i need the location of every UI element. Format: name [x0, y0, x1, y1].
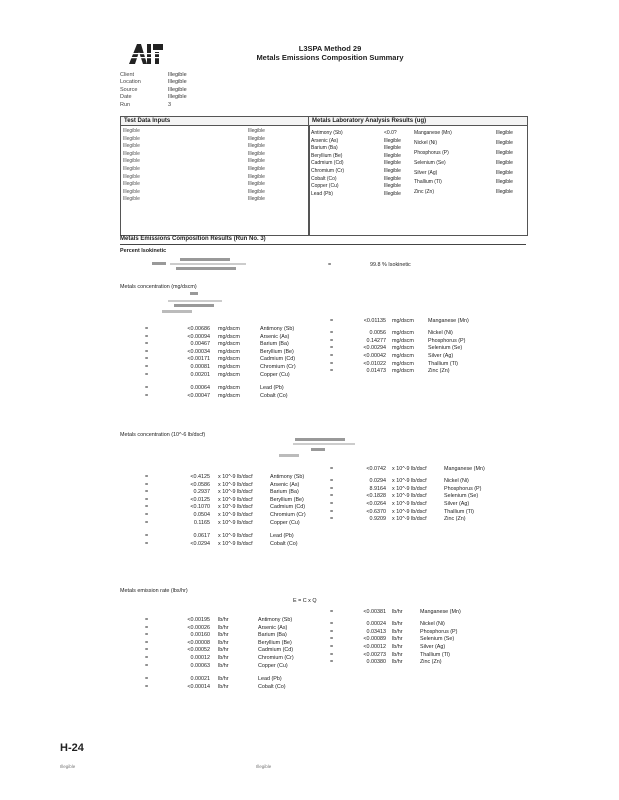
- lab-metal-value: Illegible: [384, 183, 401, 190]
- result-metal: Thallium (Tl): [420, 651, 450, 658]
- equals-sign: =: [330, 318, 334, 324]
- result-unit: x 10^-9 lb/dscf: [218, 533, 253, 540]
- lab-metal-label: Silver (Ag): [414, 169, 438, 176]
- result-value: 0.00380: [366, 659, 386, 666]
- equals-sign: =: [145, 519, 149, 526]
- result-unit: x 10^-9 lb/dscf: [392, 493, 427, 500]
- equals-sign: =: [145, 655, 149, 661]
- result-metal: Beryllium (Be): [260, 348, 294, 355]
- result-unit: lb/hr: [218, 639, 229, 646]
- result-value: <0.01022: [363, 360, 386, 367]
- test-data-value: Illegible: [248, 158, 265, 165]
- equals-sign: =: [330, 345, 334, 352]
- equals-sign: =: [145, 341, 149, 348]
- equals-sign: =: [330, 360, 334, 367]
- equals-sign: =: [145, 504, 149, 511]
- rate-formula: E = C x Q: [293, 598, 317, 604]
- result-unit: lb/hr: [218, 662, 229, 669]
- equals-sign: =: [330, 628, 334, 635]
- page-number: H-24: [60, 742, 84, 754]
- equals-sign: =: [330, 478, 334, 485]
- equals-sign: =: [145, 489, 149, 496]
- equals-sign: =: [145, 356, 149, 363]
- result-value: <0.4125: [190, 474, 210, 480]
- test-data-label: Illegible: [123, 188, 140, 195]
- equals-sign: =: [330, 659, 334, 666]
- result-metal: Phosphorus (P): [428, 337, 466, 344]
- lab-metal-value: Illegible: [496, 169, 513, 176]
- header-value: Illegible: [168, 86, 187, 93]
- lab-metal-value: Illegible: [496, 189, 513, 196]
- test-data-value: Illegible: [248, 181, 265, 188]
- result-metal: Phosphorus (P): [420, 628, 458, 635]
- results-banner: Metals Emissions Composition Results (Run No. 3): [120, 236, 266, 242]
- result-unit: mg/dscm: [392, 345, 414, 352]
- equals-sign: =: [330, 651, 334, 658]
- result-value: 0.00024: [366, 621, 386, 628]
- lab-metal-label: Barium (Ba): [311, 145, 338, 152]
- result-unit: lb/hr: [392, 621, 403, 628]
- result-value: 0.01473: [366, 368, 386, 375]
- banner-rule: [120, 244, 526, 245]
- result-metal: Cadmium (Cd): [270, 504, 306, 511]
- equals-sign: =: [145, 371, 149, 378]
- result-unit: x 10^-9 lb/dscf: [392, 466, 427, 472]
- document-title: [250, 44, 410, 62]
- result-metal: Chromium (Cr): [258, 655, 294, 661]
- test-data-label: Illegible: [123, 128, 140, 134]
- lab-metal-value: Illegible: [384, 168, 401, 174]
- section-lb-title: Metals concentration (10^-6 lb/dscf): [120, 432, 206, 438]
- result-value: 0.9209: [369, 516, 386, 523]
- header-info: [120, 72, 187, 109]
- equals-sign: =: [330, 636, 334, 643]
- result-metal: Cadmium (Cd): [258, 647, 294, 654]
- header-value: Illegible: [168, 72, 187, 78]
- result-unit: x 10^-9 lb/dscf: [392, 508, 427, 515]
- result-value: <0.01135: [363, 318, 386, 324]
- test-data-label: Illegible: [123, 173, 140, 180]
- section-rate-title: Metals emission rate (lbs/hr): [120, 588, 188, 594]
- result-value: <0.1070: [190, 504, 210, 511]
- result-unit: lb/hr: [392, 636, 403, 643]
- result-value: 0.2937: [193, 489, 210, 496]
- result-metal: Silver (Ag): [444, 500, 470, 507]
- result-metal: Beryllium (Be): [258, 639, 292, 646]
- test-data-label: Illegible: [123, 166, 140, 172]
- equals-sign: =: [145, 333, 149, 340]
- result-unit: x 10^-9 lb/dscf: [218, 540, 253, 547]
- result-unit: mg/dscm: [218, 371, 240, 378]
- title-line-2: Metals Emissions Composition Summary: [256, 53, 404, 62]
- section-mg-title: Metals concentration (mg/dscm): [120, 284, 197, 290]
- lab-metal-value: Illegible: [384, 190, 401, 197]
- equals-sign: =: [145, 392, 149, 399]
- result-unit: mg/dscm: [218, 364, 240, 370]
- header-key: Client: [120, 72, 135, 78]
- test-data-value: Illegible: [248, 143, 265, 150]
- result-metal: Nickel (Ni): [444, 478, 469, 485]
- result-metal: Lead (Pb): [270, 533, 294, 540]
- result-metal: Silver (Ag): [420, 643, 446, 650]
- lab-metal-value: Illegible: [496, 149, 513, 156]
- header-key: Source: [120, 86, 138, 93]
- result-metal: Zinc (Zn): [444, 516, 466, 523]
- result-metal: Antimony (Sb): [260, 326, 295, 332]
- result-unit: lb/hr: [392, 643, 403, 650]
- result-value: <0.00014: [187, 683, 210, 690]
- result-metal: Zinc (Zn): [420, 659, 442, 666]
- result-metal: Zinc (Zn): [428, 368, 450, 375]
- result-metal: Copper (Cu): [258, 662, 288, 669]
- result-metal: Nickel (Ni): [420, 621, 445, 628]
- equals-sign: =: [330, 500, 334, 507]
- result-metal: Cobalt (Co): [270, 540, 298, 547]
- lab-metal-label: Chromium (Cr): [311, 168, 345, 174]
- result-value: 0.00467: [190, 341, 210, 348]
- test-data-value: Illegible: [248, 150, 265, 157]
- equals-sign: =: [330, 516, 334, 523]
- lab-metal-label: Thallium (Tl): [414, 179, 442, 186]
- lab-metal-label: Cadmium (Cd): [311, 160, 344, 167]
- percent-isokinetic-label: Percent Isokinetic: [120, 248, 167, 254]
- test-data-label: Illegible: [123, 143, 140, 150]
- result-unit: x 10^-9 lb/dscf: [218, 474, 253, 480]
- result-value: <0.00171: [187, 356, 210, 363]
- lab-metal-value: Illegible: [384, 160, 401, 167]
- result-unit: x 10^-9 lb/dscf: [218, 512, 253, 518]
- test-data-label: Illegible: [123, 196, 140, 203]
- equals-sign: =: [145, 496, 149, 503]
- test-data-value: Illegible: [248, 188, 265, 195]
- result-value: <0.00195: [187, 617, 210, 623]
- result-unit: lb/hr: [218, 624, 229, 631]
- result-unit: lb/hr: [392, 651, 403, 658]
- equals-sign: =: [330, 493, 334, 500]
- result-metal: Cobalt (Co): [260, 392, 288, 399]
- lab-metal-label: Beryllium (Be): [311, 152, 343, 159]
- equals-sign: =: [330, 330, 334, 337]
- lab-metal-label: Nickel (Ni): [414, 139, 438, 146]
- equals-sign: =: [145, 540, 149, 547]
- equals-sign: =: [145, 624, 149, 631]
- result-value: 8.9164: [369, 485, 386, 492]
- result-value: 0.0294: [369, 478, 386, 485]
- result-value: <0.0264: [366, 500, 386, 507]
- test-data-label: Illegible: [123, 150, 140, 157]
- lab-metal-label: Cobalt (Co): [311, 175, 337, 182]
- result-unit: lb/hr: [218, 617, 229, 623]
- result-unit: mg/dscm: [392, 337, 414, 344]
- header-value: 3: [168, 101, 172, 108]
- lab-results-title: Metals Laboratory Analysis Results (ug): [309, 117, 527, 126]
- equals-sign: =: [145, 481, 149, 488]
- test-data-box: [120, 116, 310, 236]
- result-metal: Antimony (Sb): [258, 617, 293, 623]
- equals-sign: =: [328, 262, 332, 268]
- test-data-title: Test Data Inputs: [121, 117, 309, 126]
- equals-sign: =: [330, 337, 334, 344]
- title-line-1: L3SPA Method 29: [298, 44, 362, 53]
- result-metal: Barium (Ba): [270, 489, 299, 496]
- lab-metal-value: Illegible: [496, 130, 513, 136]
- test-data-value: Illegible: [248, 166, 265, 172]
- result-unit: x 10^-9 lb/dscf: [392, 485, 427, 492]
- equals-sign: =: [145, 647, 149, 654]
- result-metal: Arsenic (As): [260, 333, 290, 340]
- result-value: <0.00273: [363, 651, 386, 658]
- result-unit: x 10^-9 lb/dscf: [392, 516, 427, 523]
- equals-sign: =: [145, 683, 149, 690]
- equals-sign: =: [145, 533, 149, 540]
- result-metal: Thallium (Tl): [428, 360, 458, 367]
- result-value: <0.00381: [363, 609, 386, 615]
- lab-metal-label: Antimony (Sb): [311, 130, 343, 136]
- result-unit: mg/dscm: [392, 318, 414, 324]
- footer-left-text: Illegible: [60, 764, 76, 769]
- result-unit: lb/hr: [392, 609, 403, 615]
- test-data-label: Illegible: [123, 181, 140, 188]
- result-metal: Cobalt (Co): [258, 683, 286, 690]
- result-metal: Arsenic (As): [258, 624, 288, 631]
- equals-sign: =: [145, 639, 149, 646]
- result-value: 0.14277: [366, 337, 386, 344]
- equals-sign: =: [145, 662, 149, 669]
- lab-metal-label: Copper (Cu): [311, 183, 339, 190]
- header-key: Location: [120, 79, 141, 86]
- result-metal: Arsenic (As): [270, 481, 300, 488]
- result-unit: x 10^-9 lb/dscf: [218, 519, 253, 526]
- test-data-label: Illegible: [123, 158, 140, 165]
- result-value: <0.0742: [366, 466, 386, 472]
- result-value: 0.00063: [190, 662, 210, 669]
- result-unit: mg/dscm: [218, 348, 240, 355]
- result-value: 0.00012: [190, 655, 210, 661]
- test-data-value: Illegible: [248, 173, 265, 180]
- result-metal: Barium (Ba): [258, 632, 287, 639]
- result-unit: lb/hr: [392, 659, 403, 666]
- result-unit: lb/hr: [218, 655, 229, 661]
- lab-metal-label: Zinc (Zn): [414, 189, 434, 196]
- lab-metal-label: Phosphorus (P): [414, 149, 449, 156]
- result-unit: x 10^-9 lb/dscf: [218, 504, 253, 511]
- isokinetic-formula: [150, 256, 250, 274]
- lab-metal-value: Illegible: [496, 179, 513, 186]
- result-value: <0.00008: [187, 639, 210, 646]
- lab-metal-label: Manganese (Mn): [414, 130, 452, 136]
- result-metal: Cadmium (Cd): [260, 356, 296, 363]
- lab-metal-value: Illegible: [384, 175, 401, 182]
- test-data-value: Illegible: [248, 135, 265, 142]
- result-value: 0.00160: [190, 632, 210, 639]
- equals-sign: =: [330, 621, 334, 628]
- equals-sign: =: [145, 364, 149, 370]
- result-value: <0.6370: [366, 508, 386, 515]
- result-value: <0.00047: [187, 392, 210, 399]
- result-value: <0.00042: [363, 352, 386, 359]
- lb-formula-graphic: [275, 438, 365, 464]
- equals-sign: =: [330, 368, 334, 375]
- company-logo-icon: [125, 40, 167, 68]
- result-unit: mg/dscm: [218, 356, 240, 363]
- lab-metal-value: Illegible: [496, 139, 513, 146]
- equals-sign: =: [145, 512, 149, 518]
- result-metal: Phosphorus (P): [444, 485, 482, 492]
- result-value: 0.00064: [190, 385, 210, 392]
- result-metal: Manganese (Mn): [444, 466, 485, 472]
- result-metal: Lead (Pb): [258, 676, 282, 683]
- result-unit: mg/dscm: [392, 368, 414, 375]
- header-value: Illegible: [168, 94, 187, 101]
- result-metal: Selenium (Se): [444, 493, 479, 500]
- isokinetic-formula-graphic: [150, 256, 250, 272]
- result-metal: Lead (Pb): [260, 385, 284, 392]
- header-value: Illegible: [168, 79, 187, 86]
- result-metal: Thallium (Tl): [444, 508, 474, 515]
- percent-isokinetic-value: 99.8 % Isokinetic: [370, 262, 411, 268]
- result-value: 0.03413: [366, 628, 386, 635]
- result-value: <0.0125: [190, 496, 210, 503]
- result-unit: mg/dscm: [392, 352, 414, 359]
- equals-sign: =: [330, 466, 334, 472]
- result-unit: x 10^-9 lb/dscf: [218, 489, 253, 496]
- equals-sign: =: [330, 643, 334, 650]
- equals-sign: =: [145, 617, 149, 623]
- result-value: <0.1828: [366, 493, 386, 500]
- equals-sign: =: [145, 385, 149, 392]
- equals-sign: =: [145, 348, 149, 355]
- result-value: 0.00081: [190, 364, 210, 370]
- result-unit: x 10^-9 lb/dscf: [218, 481, 253, 488]
- result-unit: mg/dscm: [392, 330, 414, 337]
- result-value: <0.00686: [187, 326, 210, 332]
- result-unit: mg/dscm: [392, 360, 414, 367]
- result-value: <0.00034: [187, 348, 210, 355]
- result-unit: x 10^-9 lb/dscf: [392, 478, 427, 485]
- result-unit: lb/hr: [218, 647, 229, 654]
- result-unit: x 10^-9 lb/dscf: [392, 500, 427, 507]
- result-unit: lb/hr: [392, 628, 403, 635]
- result-metal: Antimony (Sb): [270, 474, 305, 480]
- test-data-value: Illegible: [248, 128, 265, 134]
- result-unit: lb/hr: [218, 632, 229, 639]
- result-value: <0.00052: [187, 647, 210, 654]
- result-value: 0.00021: [190, 676, 210, 683]
- lab-metal-value: Illegible: [384, 137, 401, 144]
- result-value: 0.00201: [190, 371, 210, 378]
- equals-sign: =: [145, 632, 149, 639]
- result-unit: mg/dscm: [218, 392, 240, 399]
- result-unit: mg/dscm: [218, 341, 240, 348]
- header-key: Run: [120, 101, 131, 108]
- result-value: <0.00089: [363, 636, 386, 643]
- result-value: <0.0294: [190, 540, 210, 547]
- result-metal: Chromium (Cr): [260, 364, 296, 370]
- result-metal: Beryllium (Be): [270, 496, 304, 503]
- test-data-value: Illegible: [248, 196, 265, 203]
- result-unit: mg/dscm: [218, 333, 240, 340]
- lab-metal-label: Selenium (Se): [414, 159, 446, 166]
- result-metal: Chromium (Cr): [270, 512, 306, 518]
- lab-metal-value: Illegible: [384, 145, 401, 152]
- equals-sign: =: [145, 676, 149, 683]
- result-metal: Manganese (Mn): [420, 609, 461, 615]
- result-value: 0.0504: [193, 512, 210, 518]
- equals-sign: =: [330, 508, 334, 515]
- result-metal: Nickel (Ni): [428, 330, 453, 337]
- result-unit: x 10^-9 lb/dscf: [218, 496, 253, 503]
- equals-sign: =: [145, 474, 149, 480]
- result-value: 0.0617: [193, 533, 210, 540]
- result-metal: Silver (Ag): [428, 352, 454, 359]
- equals-sign: =: [145, 326, 149, 332]
- result-value: <0.00012: [363, 643, 386, 650]
- equals-sign: =: [330, 485, 334, 492]
- concentration-formula-graphic: [160, 292, 230, 318]
- result-metal: Copper (Cu): [260, 371, 290, 378]
- equals-sign: =: [330, 352, 334, 359]
- result-value: <0.0586: [190, 481, 210, 488]
- result-unit: mg/dscm: [218, 385, 240, 392]
- result-unit: lb/hr: [218, 683, 229, 690]
- lab-metal-value: Illegible: [384, 152, 401, 159]
- result-value: <0.00026: [187, 624, 210, 631]
- result-value: <0.00294: [363, 345, 386, 352]
- result-metal: Selenium (Se): [428, 345, 463, 352]
- lab-metal-value: Illegible: [496, 159, 513, 166]
- result-metal: Manganese (Mn): [428, 318, 469, 324]
- lab-metal-value: <0.0?: [384, 130, 397, 136]
- result-value: <0.00094: [187, 333, 210, 340]
- test-data-label: Illegible: [123, 135, 140, 142]
- equals-sign: =: [330, 609, 334, 615]
- result-unit: mg/dscm: [218, 326, 240, 332]
- header-key: Date: [120, 94, 132, 101]
- result-value: 0.1165: [193, 519, 210, 526]
- result-metal: Selenium (Se): [420, 636, 455, 643]
- result-unit: lb/hr: [218, 676, 229, 683]
- lab-metal-label: Arsenic (As): [311, 137, 339, 144]
- footer-center-text: Illegible: [256, 764, 272, 769]
- result-metal: Barium (Ba): [260, 341, 289, 348]
- result-metal: Copper (Cu): [270, 519, 300, 526]
- lab-metal-label: Lead (Pb): [311, 190, 333, 197]
- result-value: 0.0056: [369, 330, 386, 337]
